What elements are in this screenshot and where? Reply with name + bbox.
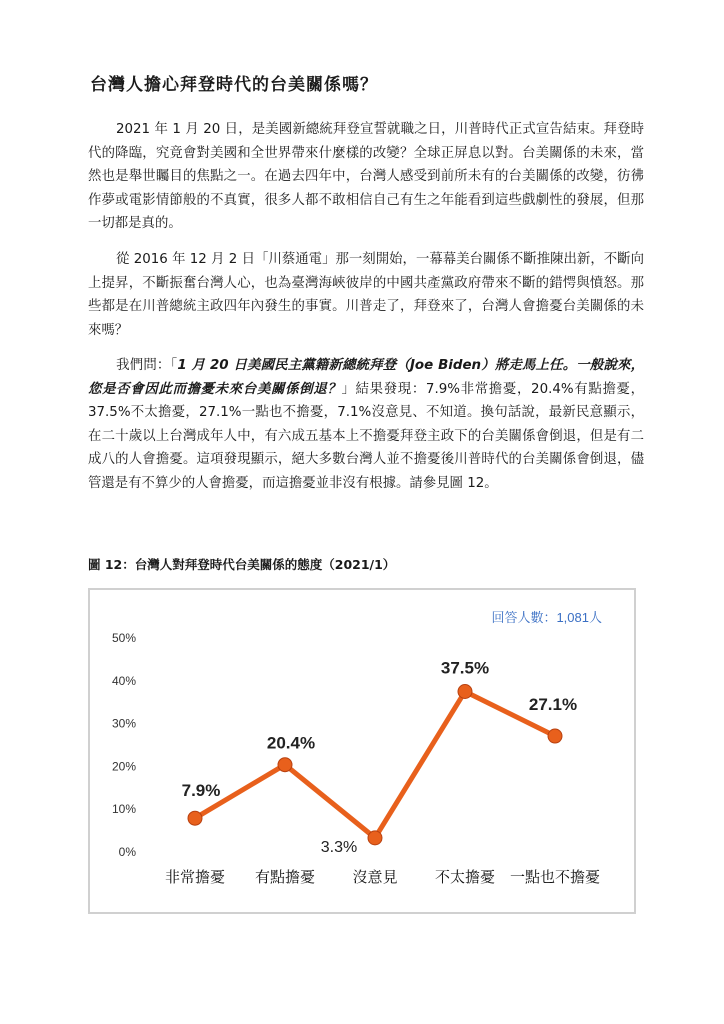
paragraph-3-rest: 」結果發現：7.9%非常擔憂，20.4%有點擔憂，37.5%不太擔憂，27.1%一點也不擔憂，7.1%沒意見、不知道。換句話說，最新民意顯示，在二十歲以上台灣成年人中，有六成五基本上不擔憂拜登主政下的台美關係會倒退，但是有二成八的人會擔憂。這項發現顯示，絕大多數台灣人並不擔憂後川普時代的台美關係會倒退，儘管還是有不算少的人會擔憂，而這擔憂並非沒有根據。請參見圖 12。 (88, 381, 644, 491)
data-value-label: 27.1% (528, 695, 578, 715)
y-tick-label: 10% (111, 802, 136, 817)
y-tick-label: 40% (111, 673, 136, 688)
y-tick-label: 0% (118, 845, 136, 859)
x-category-label: 一點也不擔憂 (509, 868, 601, 886)
data-point (278, 758, 292, 772)
chart-frame (88, 588, 636, 914)
x-category-label: 非常擔憂 (164, 868, 226, 886)
page-title: 台灣人擔心拜登時代的台美關係嗎？ (90, 75, 378, 95)
data-value-label: 20.4% (266, 733, 316, 753)
line-chart (90, 590, 634, 912)
y-tick-label: 20% (111, 759, 136, 774)
data-point (368, 831, 382, 845)
x-category-label: 沒意見 (352, 868, 398, 886)
survey-question: 1 月 20 日美國民主黨籍新總統拜登（Joe Biden）將走馬上任。一般說來，您是否會因此而擔憂未來台美關係倒退？ (88, 358, 644, 397)
data-value-label: 37.5% (440, 658, 490, 678)
paragraph-2 (88, 248, 644, 342)
y-tick-label: 50% (111, 631, 136, 645)
data-value-label: 7.9% (181, 781, 221, 801)
data-point (458, 685, 472, 699)
data-value-label: 3.3% (320, 838, 358, 856)
paragraph-1-text: 2021 年 1 月 20 日，是美國新總統拜登宣誓就職之日，川普時代正式宣告結束。拜登時代的降臨，究竟會對美國和全世界帶來什麼樣的改變？全球正屏息以對。台美關係的未來，當然也是舉世矚目的焦點之一。在過去四年中，台灣人感受到前所未有的台美關係的改變，彷彿作夢或電影情節般的不真實，很多人都不敢相信自己有生之年能看到這些戲劇性的發展，但那一切都是真的。 (88, 122, 644, 231)
figure-caption: 圖 12：台灣人對拜登時代台美關係的態度（2021/1） (88, 557, 396, 572)
y-tick-label: 30% (111, 716, 136, 731)
paragraph-2-text: 從 2016 年 12 月 2 日「川蔡通電」那一刻開始，一幕幕美台關係不斷推陳出新，不斷向上提昇，不斷振奮台灣人心，也為臺灣海峽彼岸的中國共產黨政府帶來不斷的錯愕與憤怒。那些都是在川普總統主政四年內發生的事實。川普走了，拜登來了，台灣人會擔憂台美關係的未來嗎？ (88, 252, 644, 338)
x-category-label: 有點擔憂 (254, 868, 316, 886)
data-point (548, 729, 562, 743)
series-line (195, 692, 555, 838)
respondent-count-annotation: 回答人數：1,081人 (491, 610, 602, 625)
paragraph-3-prefix: 我們問：「 (116, 358, 178, 373)
data-point (188, 811, 202, 825)
paragraph-3 (88, 354, 644, 495)
x-category-label: 不太擔憂 (434, 868, 496, 886)
paragraph-1 (88, 118, 644, 236)
